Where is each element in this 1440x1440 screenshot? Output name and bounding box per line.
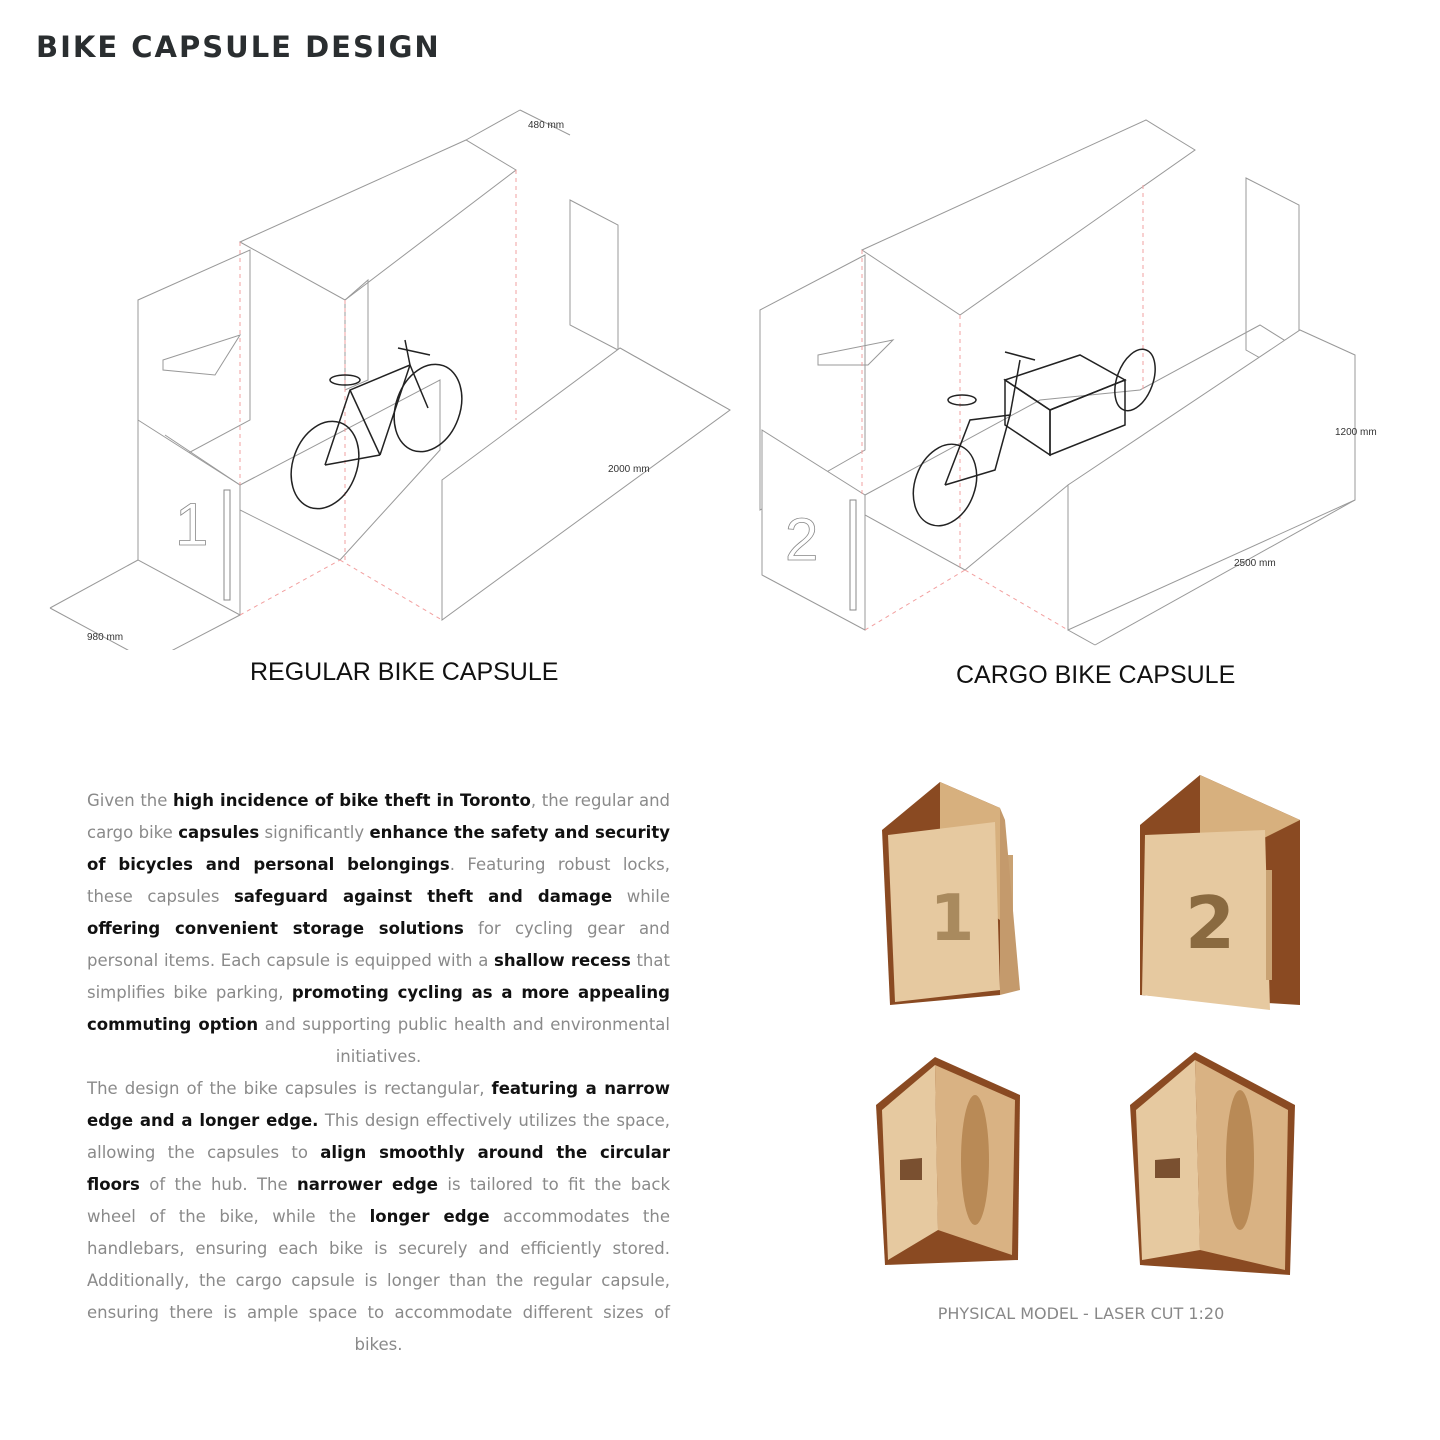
regular-capsule-caption: REGULAR BIKE CAPSULE (250, 658, 559, 686)
highlighted-text: align smoothly around the circular floors (87, 1143, 670, 1194)
body-text: This design effectively utilizes the space, allowing the capsules to (87, 1111, 670, 1162)
body-text: . Featuring robust locks, these capsules (87, 855, 670, 906)
cargo-capsule-caption: CARGO BIKE CAPSULE (956, 661, 1236, 689)
highlighted-text: promoting cycling as a more appealing commuting option (87, 983, 670, 1034)
highlighted-text: enhance the safety and security of bicycles and personal belongings (87, 823, 670, 874)
model-number: 2 (1184, 881, 1236, 965)
highlighted-text: shallow recess (494, 951, 631, 970)
highlighted-text: longer edge (369, 1207, 490, 1226)
body-text: is tailored to fit the back wheel of the bike, while the (87, 1175, 670, 1226)
body-text: and supporting public health and environmental initiatives. (258, 1015, 670, 1066)
body-text: accommodates the handlebars, ensuring each bike is securely and efficiently stored. Additionally, the cargo capsule is longer than the regular capsule, ensuring there is ample space to accommodate different sizes of bikes. (87, 1207, 670, 1354)
dim-980: 980 mm (87, 632, 124, 643)
capsule-number: 2 (785, 506, 819, 573)
capsule-drawings (0, 90, 1440, 650)
body-text: that simplifies bike parking, (87, 951, 670, 1002)
dim-2500: 2500 mm (1234, 558, 1276, 569)
model-photo-regular-back (876, 1057, 1020, 1265)
cargo-capsule-drawing (760, 120, 1377, 645)
body-text: Given the (87, 791, 173, 810)
physical-model-caption: PHYSICAL MODEL - LASER CUT 1:20 (937, 1304, 1225, 1323)
highlighted-text: featuring a narrow edge and a longer edge. (87, 1079, 670, 1130)
model-number: 1 (929, 882, 975, 956)
body-text: significantly (259, 823, 370, 842)
model-photo-regular-front (882, 782, 1020, 1005)
highlighted-text: safeguard against theft and damage (233, 887, 613, 906)
model-photo-cargo-back (1130, 1052, 1295, 1275)
body-text: The design of the bike capsules is rectangular, (87, 1079, 492, 1098)
regular-capsule-drawing (50, 110, 730, 650)
body-text: of the hub. The (139, 1175, 298, 1194)
model-photo-cargo-front (1140, 775, 1300, 1010)
body-text: for cycling gear and personal items. Each capsule is equipped with a (87, 919, 670, 970)
dim-1200: 1200 mm (1335, 427, 1377, 438)
dim-2000: 2000 mm (608, 464, 650, 475)
highlighted-text: capsules (178, 823, 260, 842)
body-text: while (612, 887, 670, 906)
dim-480: 480 mm (528, 120, 565, 131)
body-text: , the regular and cargo bike (87, 791, 671, 842)
highlighted-text: offering convenient storage solutions (87, 919, 464, 938)
highlighted-text: high incidence of bike theft in Toronto (173, 791, 531, 810)
physical-model-photos (860, 760, 1320, 1290)
highlighted-text: narrower edge (297, 1175, 438, 1194)
description-paragraph-1 (87, 785, 670, 1073)
description-paragraph-2 (87, 1073, 670, 1361)
page-title: BIKE CAPSULE DESIGN (36, 30, 441, 64)
capsule-number: 1 (175, 491, 209, 558)
